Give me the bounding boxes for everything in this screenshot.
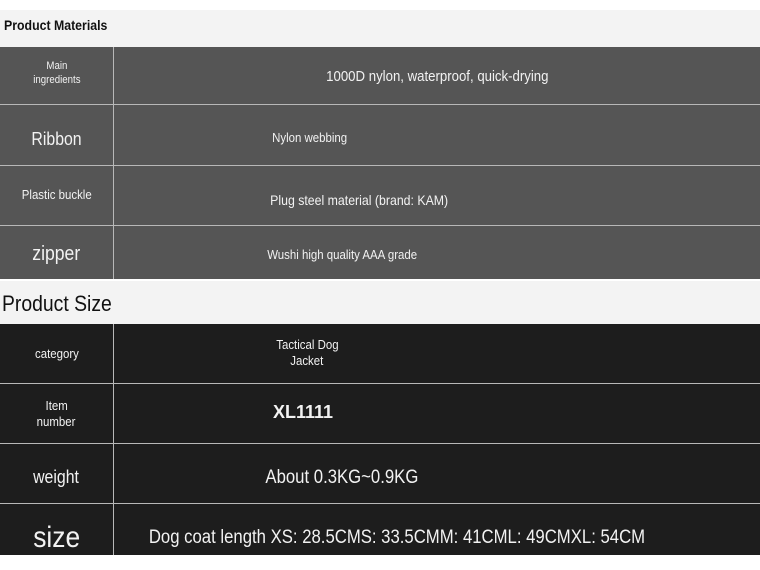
materials-row-main-ingredients <box>0 47 760 105</box>
materials-title: Product Materials <box>4 17 108 33</box>
row-value: 1000D nylon, waterproof, quick-drying <box>325 68 549 85</box>
materials-row-zipper <box>0 226 760 279</box>
row-label: weight <box>33 467 80 487</box>
row-value: Wushi high quality AAA grade <box>267 247 417 262</box>
row-label: size <box>33 521 80 554</box>
row-value: Nylon webbing <box>272 130 348 145</box>
size-row-size <box>0 504 760 555</box>
row-label: Ribbon <box>31 129 82 149</box>
size-title: Product Size <box>2 291 112 316</box>
row-label: category <box>34 346 79 361</box>
row-label: Item number <box>37 398 76 430</box>
size-table <box>0 324 760 555</box>
materials-section-header <box>0 10 760 47</box>
bottom-margin <box>0 555 760 570</box>
row-label: Plastic buckle <box>21 187 92 202</box>
size-row-item-number <box>0 384 760 444</box>
size-row-weight <box>0 444 760 504</box>
materials-row-plastic-buckle <box>0 166 760 226</box>
row-value: Dog coat length XS: 28.5CMS: 33.5CMM: 41CML: 49CMXL: 54CM <box>148 527 646 548</box>
row-label: Main ingredients <box>32 60 81 86</box>
row-value: Plug steel material (brand: KAM) <box>269 192 449 208</box>
row-value: About 0.3KG~0.9KG <box>265 467 419 488</box>
materials-row-ribbon <box>0 105 760 166</box>
materials-table <box>0 47 760 279</box>
row-label: zipper <box>32 243 81 265</box>
size-section-header <box>0 281 760 324</box>
row-value: Tactical Dog Jacket <box>275 337 339 369</box>
row-value: XL1111 <box>272 402 334 422</box>
size-row-category <box>0 324 760 384</box>
